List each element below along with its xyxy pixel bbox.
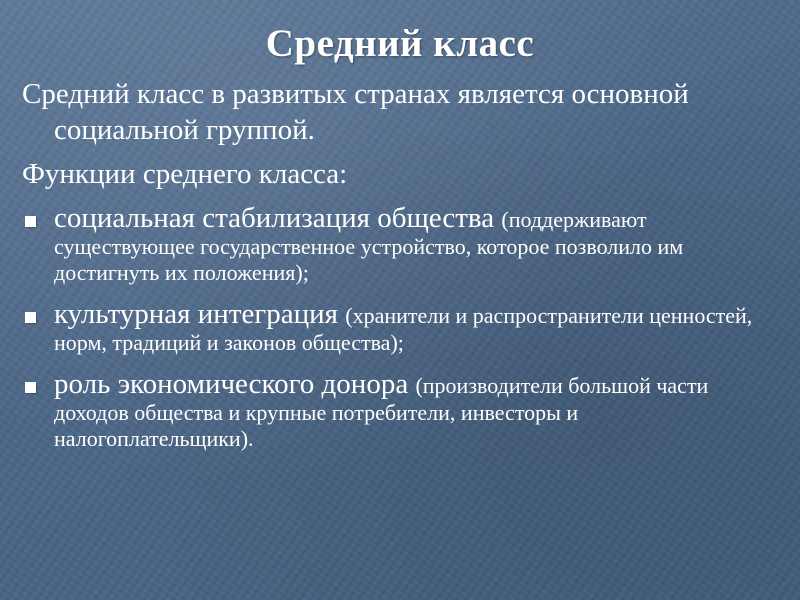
bullet-main-text: культурная интеграция bbox=[54, 298, 346, 330]
bullet-main-text: социальная стабилизация общества bbox=[54, 202, 502, 234]
functions-heading: Функции среднего класса: bbox=[22, 158, 348, 190]
slide-body bbox=[22, 76, 782, 464]
intro-paragraph: Средний класс в развитых странах является основной социальной группой. bbox=[22, 78, 689, 146]
square-bullet-icon bbox=[25, 216, 36, 227]
bullet-detail-text: (хранители и распространители ценностей, норм, традиций и законов общества); bbox=[54, 303, 753, 355]
bullet-item-integration bbox=[22, 298, 782, 356]
bullet-detail-text: (поддерживают существующее государственное устройство, которое позволило им достигнуть их положения); bbox=[54, 207, 684, 285]
square-bullet-icon bbox=[25, 312, 36, 323]
bullet-main-text: роль экономического донора bbox=[54, 368, 416, 400]
slide-title: Средний класс bbox=[265, 22, 535, 65]
bullet-detail-text: (производители большой части доходов общества и крупные потребители, инвесторы и налогоплательщики). bbox=[54, 373, 709, 451]
bullet-item-stabilization bbox=[22, 202, 782, 286]
square-bullet-icon bbox=[25, 382, 36, 393]
bullet-item-economic-donor bbox=[22, 368, 782, 452]
